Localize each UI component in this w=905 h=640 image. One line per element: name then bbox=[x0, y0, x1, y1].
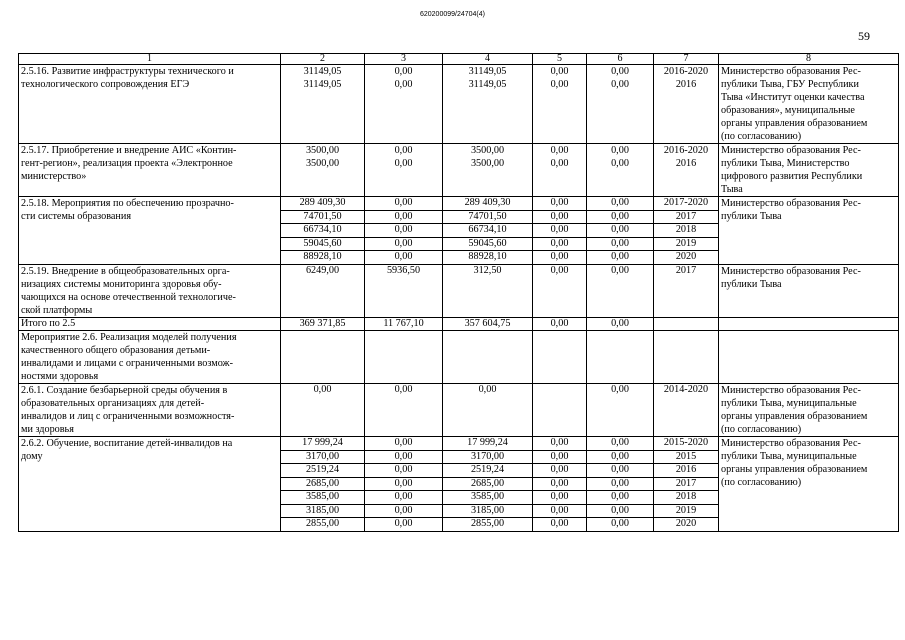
period: 2016-2020 2016 bbox=[654, 65, 719, 144]
amount-total: 2519,24 bbox=[281, 464, 365, 478]
period: 2015-2020 bbox=[654, 437, 719, 451]
amount-federal: 0,00 bbox=[365, 224, 443, 238]
amount-regional: 3185,00 bbox=[443, 504, 533, 518]
amount-federal: 0,00 bbox=[365, 210, 443, 224]
amount-municipal: 0,00 bbox=[533, 450, 587, 464]
amount-other: 0,00 bbox=[587, 450, 654, 464]
table-row bbox=[19, 144, 899, 197]
period: 2018 bbox=[654, 491, 719, 505]
amount-municipal: 0,00 bbox=[533, 437, 587, 451]
amount-federal: 11 767,10 bbox=[365, 317, 443, 331]
period: 2014-2020 bbox=[654, 384, 719, 437]
amount-other: 0,00 bbox=[587, 504, 654, 518]
amount-other: 0,00 bbox=[587, 491, 654, 505]
amount-other: 0,00 bbox=[587, 210, 654, 224]
table-row bbox=[19, 197, 899, 211]
responsible: Министерство образования Рес- публики Тыва, муниципальные органы управления образованием (по согласованию) bbox=[719, 384, 899, 437]
amount-other: 0,00 bbox=[587, 237, 654, 251]
amount-total: 289 409,30 bbox=[281, 197, 365, 211]
amount-other: 0,00 bbox=[587, 518, 654, 532]
amount-regional: 3170,00 bbox=[443, 450, 533, 464]
period: 2016-2020 2016 bbox=[654, 144, 719, 197]
period: 2018 bbox=[654, 224, 719, 238]
document-id: 620200099/24704(4) bbox=[419, 11, 485, 18]
header-cell: 5 bbox=[533, 54, 587, 65]
amount-other: 0,00 bbox=[587, 384, 654, 437]
amount-federal: 0,00 bbox=[365, 464, 443, 478]
amount-municipal: 0,00 bbox=[533, 317, 587, 331]
responsible: Министерство образования Рес- публики Тыва, муниципальные органы управления образованием (по согласованию) bbox=[719, 437, 899, 532]
amount-municipal: 0,00 bbox=[533, 504, 587, 518]
period: 2017 bbox=[654, 477, 719, 491]
amount-total: 31149,05 31149,05 bbox=[281, 65, 365, 144]
amount-total: 2855,00 bbox=[281, 518, 365, 532]
measure-description: 2.5.19. Внедрение в общеобразовательных орга- низациях системы мониторинга здоровья обу- чающихся на основе отечественной технологиче- ской платформы bbox=[19, 264, 281, 317]
period: 2019 bbox=[654, 237, 719, 251]
period: 2016 bbox=[654, 464, 719, 478]
measure-description: 2.5.16. Развитие инфраструктуры технического и технологического сопровождения ЕГЭ bbox=[19, 65, 281, 144]
header-cell: 3 bbox=[365, 54, 443, 65]
amount-other: 0,00 bbox=[587, 437, 654, 451]
amount-other: 0,00 0,00 bbox=[587, 65, 654, 144]
amount-other: 0,00 0,00 bbox=[587, 144, 654, 197]
amount-regional: 2519,24 bbox=[443, 464, 533, 478]
amount-total: 3585,00 bbox=[281, 491, 365, 505]
amount-federal: 0,00 bbox=[365, 437, 443, 451]
amount-regional: 312,50 bbox=[443, 264, 533, 317]
amount-federal: 0,00 bbox=[365, 477, 443, 491]
table-row bbox=[19, 384, 899, 437]
amount-regional: 59045,60 bbox=[443, 237, 533, 251]
total-label: Итого по 2.5 bbox=[19, 317, 281, 331]
amount-total: 88928,10 bbox=[281, 251, 365, 265]
amount-federal: 0,00 bbox=[365, 491, 443, 505]
table-row bbox=[19, 437, 899, 451]
amount-regional: 74701,50 bbox=[443, 210, 533, 224]
amount-municipal: 0,00 bbox=[533, 518, 587, 532]
period: 2017-2020 bbox=[654, 197, 719, 211]
total-row bbox=[19, 317, 899, 331]
measure-description: 2.5.18. Мероприятия по обеспечению прозрачно- сти системы образования bbox=[19, 197, 281, 265]
amount-other: 0,00 bbox=[587, 224, 654, 238]
responsible: Министерство образования Рес- публики Тыва bbox=[719, 264, 899, 317]
amount-other: 0,00 bbox=[587, 477, 654, 491]
amount-municipal: 0,00 bbox=[533, 477, 587, 491]
amount-regional: 289 409,30 bbox=[443, 197, 533, 211]
amount-regional: 3585,00 bbox=[443, 491, 533, 505]
amount-municipal: 0,00 bbox=[533, 237, 587, 251]
amount-federal: 0,00 bbox=[365, 450, 443, 464]
amount-total: 3500,00 3500,00 bbox=[281, 144, 365, 197]
header-cell: 1 bbox=[19, 54, 281, 65]
table-row bbox=[19, 264, 899, 317]
amount-federal: 0,00 bbox=[365, 518, 443, 532]
amount-municipal: 0,00 bbox=[533, 224, 587, 238]
amount-total: 17 999,24 bbox=[281, 437, 365, 451]
program-table bbox=[18, 53, 899, 532]
amount-regional: 0,00 bbox=[443, 384, 533, 437]
amount-municipal: 0,00 0,00 bbox=[533, 144, 587, 197]
amount-total: 2685,00 bbox=[281, 477, 365, 491]
amount-regional: 2855,00 bbox=[443, 518, 533, 532]
amount-regional: 66734,10 bbox=[443, 224, 533, 238]
measure-description: 2.6.1. Создание безбарьерной среды обучения в образовательных организациях для детей- инвалидов и лиц с ограниченными возможностя- ми здоровья bbox=[19, 384, 281, 437]
header-cell: 2 bbox=[281, 54, 365, 65]
amount-total: 3185,00 bbox=[281, 504, 365, 518]
responsible: Министерство образования Рес- публики Тыва bbox=[719, 197, 899, 265]
amount-municipal: 0,00 0,00 bbox=[533, 65, 587, 144]
responsible: Министерство образования Рес- публики Тыва, ГБУ Республики Тыва «Институт оценки качества образования», муниципальные органы управления образованием (по согласованию) bbox=[719, 65, 899, 144]
period: 2020 bbox=[654, 251, 719, 265]
amount-federal: 0,00 bbox=[365, 197, 443, 211]
amount-other: 0,00 bbox=[587, 317, 654, 331]
amount-total: 3170,00 bbox=[281, 450, 365, 464]
header-cell: 7 bbox=[654, 54, 719, 65]
amount-total: 59045,60 bbox=[281, 237, 365, 251]
period: 2015 bbox=[654, 450, 719, 464]
amount-municipal bbox=[533, 384, 587, 437]
amount-municipal: 0,00 bbox=[533, 464, 587, 478]
period: 2020 bbox=[654, 518, 719, 532]
amount-total: 6249,00 bbox=[281, 264, 365, 317]
amount-federal: 0,00 bbox=[365, 504, 443, 518]
amount-regional: 17 999,24 bbox=[443, 437, 533, 451]
amount-federal: 0,00 bbox=[365, 251, 443, 265]
amount-total: 369 371,85 bbox=[281, 317, 365, 331]
amount-municipal: 0,00 bbox=[533, 210, 587, 224]
amount-total: 74701,50 bbox=[281, 210, 365, 224]
measure-description: 2.5.17. Приобретение и внедрение АИС «Контин- гент-регион», реализация проекта «Электронное министерство» bbox=[19, 144, 281, 197]
amount-federal: 5936,50 bbox=[365, 264, 443, 317]
amount-regional: 357 604,75 bbox=[443, 317, 533, 331]
measure-description: 2.6.2. Обучение, воспитание детей-инвалидов на дому bbox=[19, 437, 281, 532]
amount-regional: 2685,00 bbox=[443, 477, 533, 491]
amount-regional: 88928,10 bbox=[443, 251, 533, 265]
amount-other: 0,00 bbox=[587, 264, 654, 317]
header-row bbox=[19, 54, 899, 65]
amount-municipal: 0,00 bbox=[533, 197, 587, 211]
header-cell: 6 bbox=[587, 54, 654, 65]
period: 2017 bbox=[654, 210, 719, 224]
header-cell: 8 bbox=[719, 54, 899, 65]
amount-other: 0,00 bbox=[587, 464, 654, 478]
amount-municipal: 0,00 bbox=[533, 251, 587, 265]
amount-municipal: 0,00 bbox=[533, 491, 587, 505]
amount-other: 0,00 bbox=[587, 197, 654, 211]
section-row bbox=[19, 331, 899, 384]
header-cell: 4 bbox=[443, 54, 533, 65]
table-row bbox=[19, 65, 899, 144]
amount-municipal: 0,00 bbox=[533, 264, 587, 317]
amount-other: 0,00 bbox=[587, 251, 654, 265]
page-number: 59 bbox=[858, 29, 870, 43]
amount-regional: 31149,05 31149,05 bbox=[443, 65, 533, 144]
period: 2019 bbox=[654, 504, 719, 518]
amount-federal: 0,00 bbox=[365, 237, 443, 251]
amount-regional: 3500,00 3500,00 bbox=[443, 144, 533, 197]
amount-federal: 0,00 0,00 bbox=[365, 144, 443, 197]
responsible: Министерство образования Рес- публики Тыва, Министерство цифрового развития Республики Тыва bbox=[719, 144, 899, 197]
amount-total: 0,00 bbox=[281, 384, 365, 437]
amount-total: 66734,10 bbox=[281, 224, 365, 238]
amount-federal: 0,00 bbox=[365, 384, 443, 437]
period: 2017 bbox=[654, 264, 719, 317]
amount-federal: 0,00 0,00 bbox=[365, 65, 443, 144]
section-heading: Мероприятие 2.6. Реализация моделей получения качественного общего образования детьми- инвалидами и лицами с ограниченными возмож- ностями здоровья bbox=[19, 331, 281, 384]
